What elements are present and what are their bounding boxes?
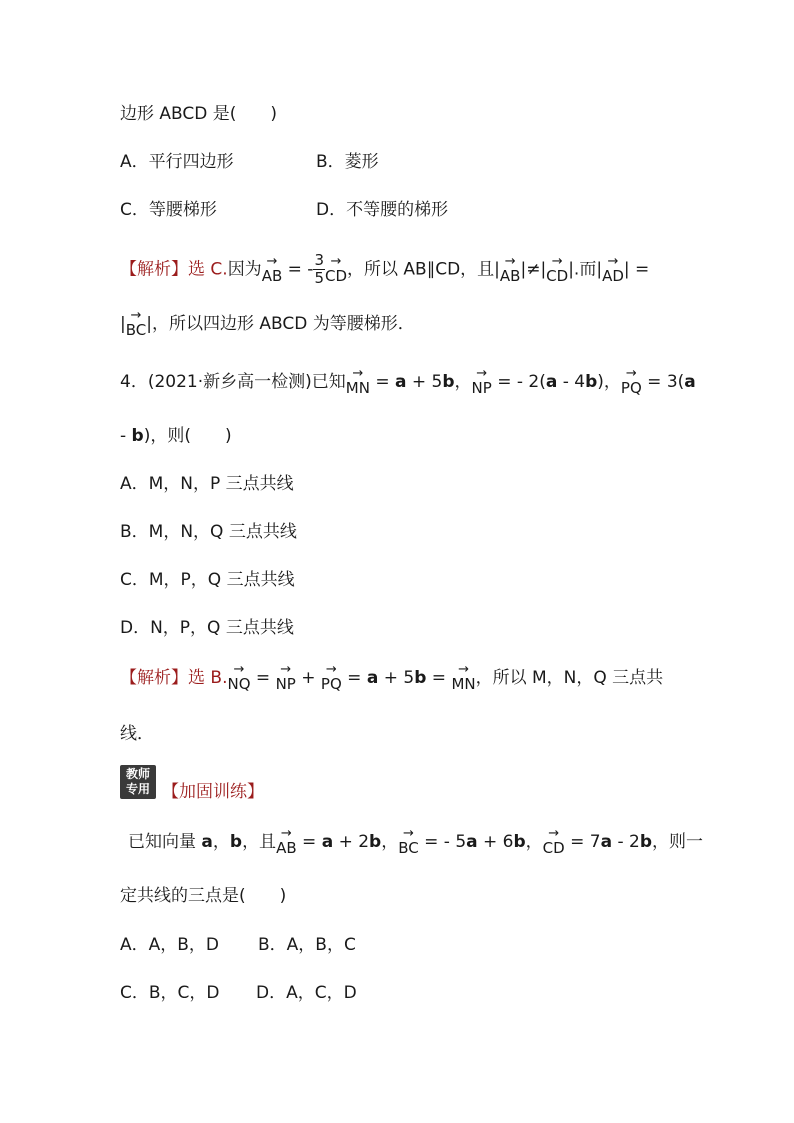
q3-solution-choice: 选 C. bbox=[188, 259, 228, 280]
extra-heading: 【加固训练】 bbox=[162, 782, 264, 802]
q3-option-b[interactable]: B．菱形 bbox=[316, 152, 379, 172]
vector-mn: → MN bbox=[345, 366, 370, 397]
vector-arrow-icon: → bbox=[625, 366, 637, 381]
vector-ab: → AB bbox=[276, 826, 297, 857]
vector-arrow-icon: → bbox=[325, 662, 337, 677]
q3-text: |，所以四边形 ABCD 为等腰梯形． bbox=[146, 314, 415, 334]
extra-option-a[interactable]: A．A，B，D bbox=[120, 935, 220, 955]
q3-text: = - bbox=[282, 259, 314, 280]
vector-arrow-icon: → bbox=[233, 662, 245, 677]
q3-option-d[interactable]: D．不等腰的梯形 bbox=[316, 200, 449, 220]
fraction-3-5: $\frac{3}{5}$ bbox=[314, 251, 324, 287]
q4-stem-line2: - b)，则( ) bbox=[120, 426, 232, 446]
vector-arrow-icon: → bbox=[551, 253, 563, 269]
vector-cd: → CD bbox=[542, 826, 565, 857]
vector-arrow-icon: → bbox=[280, 662, 292, 677]
q4-solution-line1: 【解析】选 B. → NQ = → NP + → PQ = a + 5b = → MN，所以 M，N，Q 三点共 bbox=[120, 662, 664, 693]
q3-stem-tail: 边形 ABCD 是( ) bbox=[120, 104, 278, 124]
vector-np: → NP bbox=[275, 662, 296, 693]
extra-option-c[interactable]: C．B，C，D bbox=[120, 983, 220, 1003]
vector-nq: → NQ bbox=[227, 662, 251, 693]
vector-pq: → PQ bbox=[320, 662, 342, 693]
extra-option-b[interactable]: B．A，B，C bbox=[258, 935, 356, 955]
vector-arrow-icon: → bbox=[266, 253, 278, 269]
q4-option-a[interactable]: A．M，N，P 三点共线 bbox=[120, 474, 294, 494]
vector-arrow-icon: → bbox=[352, 366, 364, 381]
vector-arrow-icon: → bbox=[330, 253, 342, 269]
q3-solution-line1 bbox=[120, 252, 649, 287]
q3-text: |.而| bbox=[568, 259, 603, 280]
q4-option-c[interactable]: C．M，P，Q 三点共线 bbox=[120, 570, 295, 590]
vector-arrow-icon: → bbox=[476, 366, 488, 381]
q4-stem-line1: 4．(2021·新乡高一检测)已知 → MN = a + 5b， → NP = - 2(a - 4b)， → PQ = 3(a bbox=[120, 366, 696, 397]
q4-solution-line2: 线． bbox=[120, 724, 154, 744]
vector-mn: → MN bbox=[451, 662, 476, 693]
q3-solution-tag: 【解析】 bbox=[120, 259, 188, 280]
q3-text: | = bbox=[623, 259, 650, 280]
q3-text: ，所以 AB∥CD，且| bbox=[347, 259, 500, 280]
q3-text: 因为 bbox=[227, 259, 262, 280]
vector-arrow-icon: → bbox=[504, 253, 516, 269]
extra-option-d[interactable]: D．A，C，D bbox=[256, 983, 357, 1003]
vector-ab: → AB bbox=[499, 253, 521, 285]
vector-arrow-icon: → bbox=[607, 253, 619, 269]
vector-ad: → AD bbox=[602, 253, 624, 285]
extra-stem-line2: 定共线的三点是( ) bbox=[120, 886, 287, 906]
vector-pq: → PQ bbox=[620, 366, 642, 397]
vector-arrow-icon: → bbox=[130, 308, 142, 323]
q4-solution-choice: 选 B. bbox=[188, 668, 228, 688]
extra-stem-line1: 已知向量 a，b，且 → AB = a + 2b， → BC = - 5a + 6b， → CD = 7a - 2b，则一 bbox=[128, 826, 703, 857]
vector-cd: → CD bbox=[324, 253, 348, 285]
vector-arrow-icon: → bbox=[280, 826, 292, 841]
q4-solution-tag: 【解析】 bbox=[120, 668, 188, 688]
vector-cd: → CD bbox=[546, 253, 569, 285]
q3-text: |≠| bbox=[520, 259, 547, 280]
q3-option-a[interactable]: A．平行四边形 bbox=[120, 152, 234, 172]
q3-solution-line2: | → BC|，所以四边形 ABCD 为等腰梯形． bbox=[120, 308, 415, 339]
q4-option-b[interactable]: B．M，N，Q 三点共线 bbox=[120, 522, 297, 542]
vector-ab: → AB bbox=[261, 253, 283, 285]
vector-arrow-icon: → bbox=[548, 826, 560, 841]
vector-arrow-icon: → bbox=[403, 826, 414, 841]
vector-bc: → BC bbox=[125, 308, 147, 339]
teacher-only-badge: 教师 专用 bbox=[120, 765, 156, 799]
vector-np: → NP bbox=[471, 366, 492, 397]
vector-arrow-icon: → bbox=[458, 662, 469, 677]
q4-option-d[interactable]: D．N，P，Q 三点共线 bbox=[120, 618, 294, 638]
vector-bc: → BC bbox=[398, 826, 419, 857]
q3-option-c[interactable]: C．等腰梯形 bbox=[120, 200, 217, 220]
